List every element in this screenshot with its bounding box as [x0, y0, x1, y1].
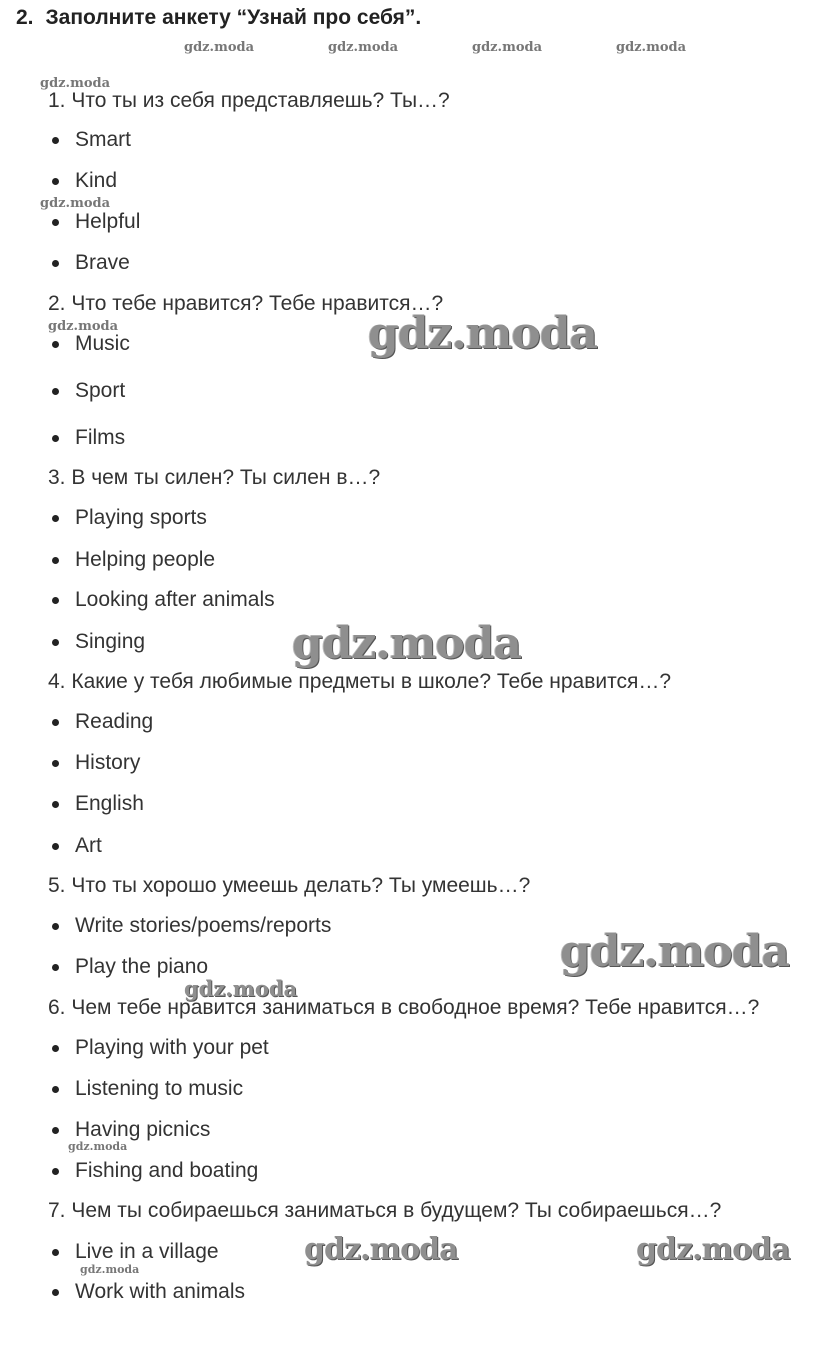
watermark: gdz.moda [560, 926, 790, 977]
bullet-icon [52, 964, 59, 971]
bullet-icon [52, 178, 59, 185]
list-item [48, 426, 125, 450]
option-label: Playing with your pet [75, 1036, 269, 1059]
option-label: Live in a village [75, 1240, 219, 1263]
watermark: gdz.moda [40, 76, 111, 91]
option-label: Helpful [75, 210, 141, 233]
option-label: Work with animals [75, 1280, 245, 1303]
question-7: 7. Чем ты собираешься заниматься в будущем? Ты собираешься…? [48, 1199, 722, 1222]
list-item [48, 630, 145, 654]
bullet-icon [52, 219, 59, 226]
question-2: 2. Что тебе нравится? Тебе нравится…? [48, 292, 444, 315]
bullet-icon [52, 1127, 59, 1134]
bullet-icon [52, 557, 59, 564]
bullet-icon [52, 760, 59, 767]
watermark: gdz.moda [328, 40, 399, 55]
watermark: gdz.moda [48, 319, 119, 334]
list-item [48, 1118, 210, 1142]
option-label: Having picnics [75, 1118, 211, 1141]
option-label: Reading [75, 710, 154, 733]
option-label: Sport [75, 379, 126, 402]
bullet-icon [52, 260, 59, 267]
bullet-icon [52, 1168, 59, 1175]
bullet-icon [52, 843, 59, 850]
watermark: gdz.moda [184, 976, 298, 1001]
question-1: 1. Что ты из себя представляешь? Ты…? [48, 89, 450, 112]
option-label: Write stories/poems/reports [75, 914, 332, 937]
bullet-icon [52, 515, 59, 522]
option-label: Play the piano [75, 955, 209, 978]
list-item [48, 169, 117, 193]
list-item [48, 1036, 269, 1060]
bullet-icon [52, 1086, 59, 1093]
option-label: Smart [75, 128, 132, 151]
list-item [48, 210, 140, 234]
option-label: Films [75, 426, 126, 449]
option-label: Looking after animals [75, 588, 275, 611]
watermark: gdz.moda [184, 40, 255, 55]
list-item [48, 1159, 258, 1183]
list-item [48, 128, 131, 152]
exercise-title [16, 6, 421, 30]
list-item [48, 834, 102, 858]
watermark: gdz.moda [472, 40, 543, 55]
list-item [48, 792, 144, 816]
list-item [48, 914, 331, 938]
option-label: Art [75, 834, 102, 857]
watermark: gdz.moda [616, 40, 687, 55]
exercise-number: 2. [16, 6, 34, 29]
list-item [48, 332, 130, 356]
watermark: gdz.moda [40, 196, 111, 211]
watermark: gdz.moda [368, 308, 598, 359]
question-4: 4. Какие у тебя любимые предметы в школе? Тебе нравится…? [48, 670, 672, 693]
option-label: Brave [75, 251, 130, 274]
watermark: gdz.moda [80, 1263, 140, 1276]
question-3: 3. В чем ты силен? Ты силен в…? [48, 466, 381, 489]
question-5: 5. Что ты хорошо умеешь делать? Ты умеешь…? [48, 874, 531, 897]
list-item [48, 251, 130, 275]
bullet-icon [52, 137, 59, 144]
list-item [48, 1280, 245, 1304]
bullet-icon [52, 1249, 59, 1256]
bullet-icon [52, 341, 59, 348]
watermark: gdz.moda [292, 618, 522, 669]
option-label: Fishing and boating [75, 1159, 259, 1182]
list-item [48, 548, 215, 572]
bullet-icon [52, 801, 59, 808]
bullet-icon [52, 435, 59, 442]
option-label: History [75, 751, 141, 774]
list-item [48, 506, 207, 530]
list-item [48, 1240, 219, 1264]
bullet-icon [52, 1289, 59, 1296]
question-6: 6. Чем тебе нравится заниматься в свободное время? Тебе нравится…? [48, 996, 760, 1019]
watermark: gdz.moda [636, 1232, 790, 1267]
list-item [48, 1077, 243, 1101]
watermark: gdz.moda [304, 1232, 458, 1267]
option-label: Playing sports [75, 506, 207, 529]
option-label: Listening to music [75, 1077, 244, 1100]
bullet-icon [52, 639, 59, 646]
bullet-icon [52, 388, 59, 395]
list-item [48, 751, 140, 775]
list-item [48, 955, 208, 979]
option-label: Helping people [75, 548, 216, 571]
bullet-icon [52, 597, 59, 604]
option-label: English [75, 792, 144, 815]
list-item [48, 710, 153, 734]
option-label: Singing [75, 630, 146, 653]
option-label: Music [75, 332, 130, 355]
bullet-icon [52, 923, 59, 930]
list-item [48, 379, 125, 403]
bullet-icon [52, 1045, 59, 1052]
list-item [48, 588, 275, 612]
watermark: gdz.moda [68, 1140, 128, 1153]
option-label: Kind [75, 169, 118, 192]
bullet-icon [52, 719, 59, 726]
exercise-instruction: Заполните анкету “Узнай про себя”. [45, 6, 422, 29]
